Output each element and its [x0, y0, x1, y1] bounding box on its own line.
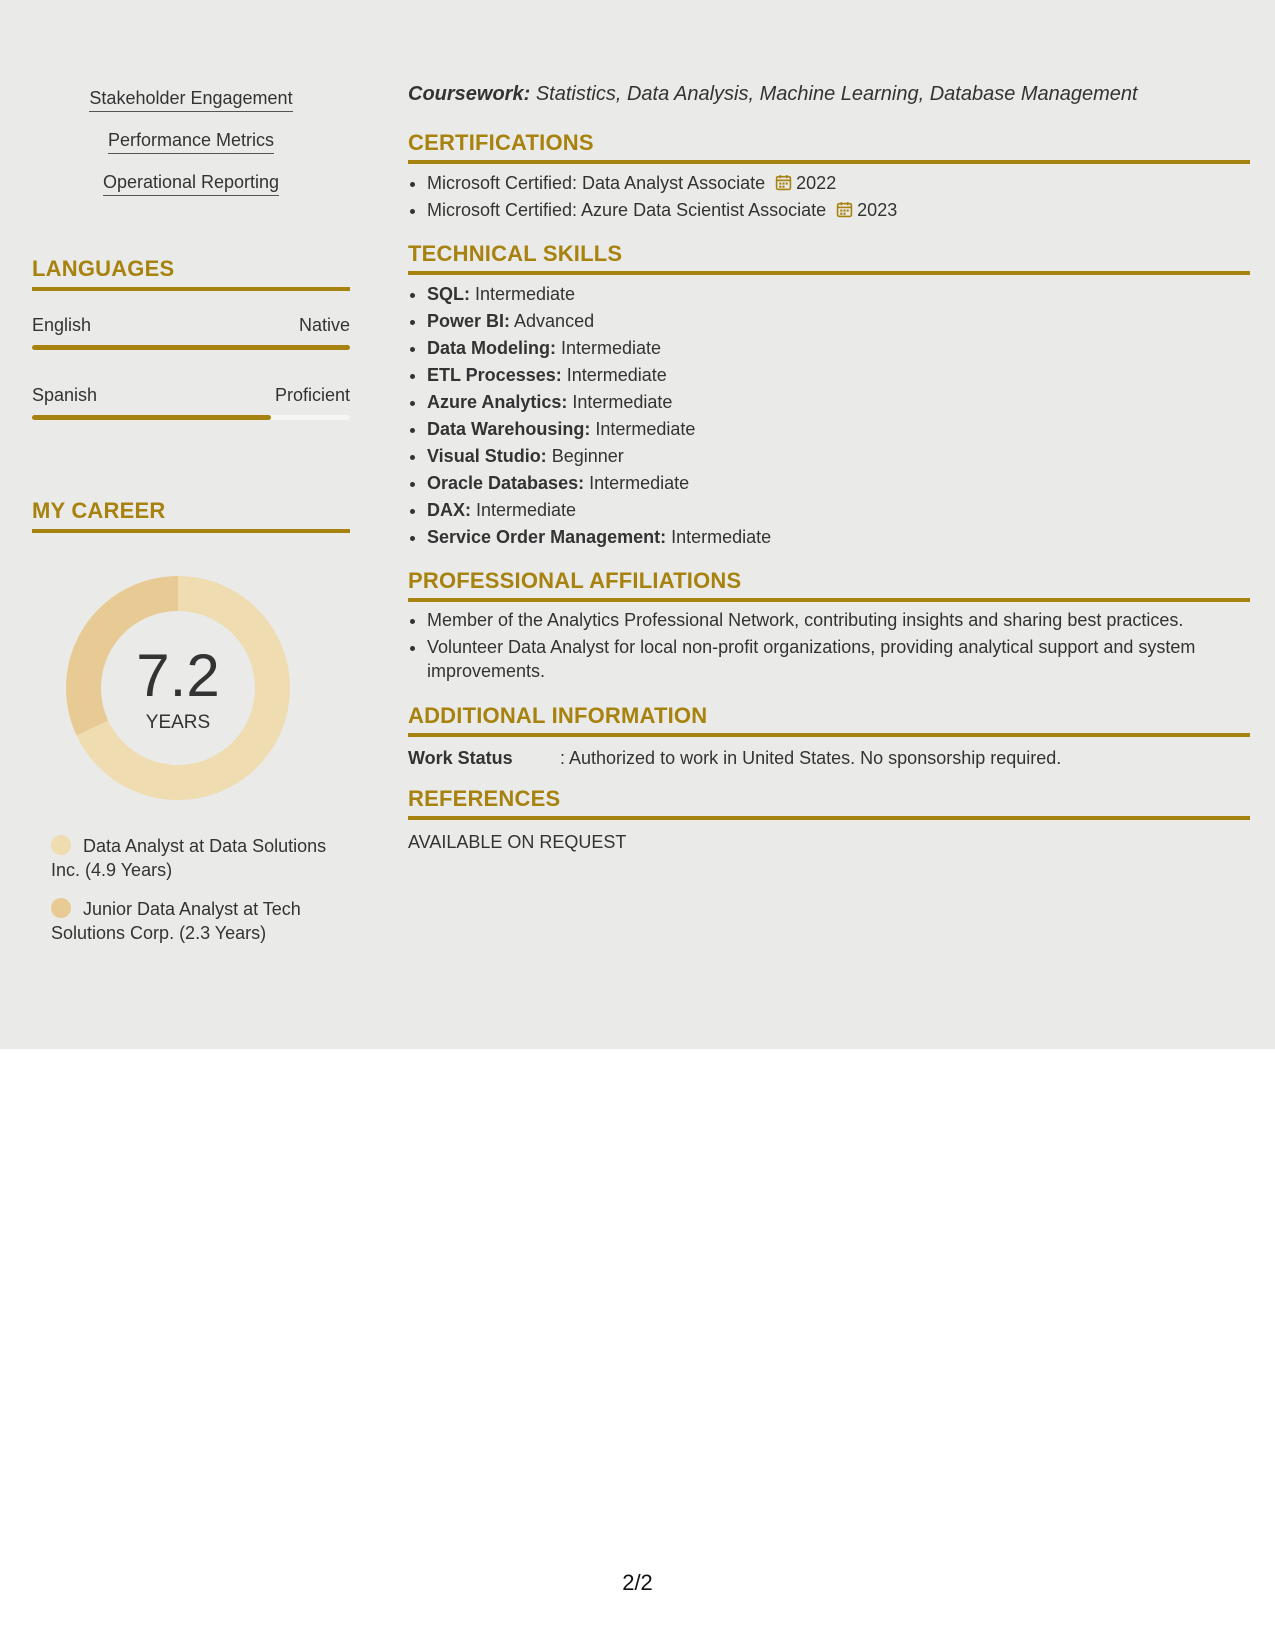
references-text: AVAILABLE ON REQUEST — [408, 832, 627, 852]
career-legend-item — [51, 834, 341, 882]
page-number: 2/2 — [622, 1570, 653, 1595]
section-divider — [408, 733, 1250, 737]
legend-dot — [51, 898, 71, 918]
affiliations-section — [408, 567, 1250, 683]
technical-skill-item — [427, 362, 1250, 389]
certification-year: 2023 — [857, 200, 898, 220]
legend-dot — [51, 835, 71, 855]
additional-info-section — [408, 702, 1250, 770]
skill-tag: Operational Reporting — [103, 170, 279, 196]
skill-name: Data Modeling: — [427, 338, 556, 358]
skill-level: Advanced — [514, 311, 595, 331]
skill-level: Beginner — [551, 446, 624, 466]
certifications-title: CERTIFICATIONS — [408, 130, 594, 155]
language-bar-track — [32, 345, 350, 350]
language-spanish — [32, 383, 350, 420]
skill-name: Oracle Databases: — [427, 473, 585, 493]
certifications-section — [408, 129, 1250, 224]
skill-level: Intermediate — [476, 500, 577, 520]
skill-level: Intermediate — [671, 527, 772, 547]
section-divider — [408, 271, 1250, 275]
skill-level: Intermediate — [566, 365, 667, 385]
skill-level: Intermediate — [475, 284, 576, 304]
technical-skill-item — [427, 443, 1250, 470]
section-divider — [408, 816, 1250, 820]
skill-level: Intermediate — [595, 419, 696, 439]
section-divider — [32, 287, 350, 291]
section-divider — [408, 598, 1250, 602]
section-divider — [32, 529, 350, 533]
affiliations-list — [408, 608, 1250, 683]
certification-item — [427, 197, 1250, 224]
language-name: Spanish — [32, 385, 98, 405]
skill-tag: Performance Metrics — [108, 128, 274, 154]
career-section-header — [32, 497, 350, 533]
skill-tag: Stakeholder Engagement — [89, 86, 292, 112]
coursework-text: Statistics, Data Analysis, Machine Learning, Database Management — [535, 83, 1138, 105]
affiliations-title: PROFESSIONAL AFFILIATIONS — [408, 568, 742, 593]
technical-skills-list — [408, 281, 1250, 551]
skill-name: ETL Processes: — [427, 365, 562, 385]
language-level: Native — [298, 315, 350, 335]
technical-skill-item — [427, 281, 1250, 308]
references-title: REFERENCES — [408, 786, 561, 811]
technical-skill-item — [427, 416, 1250, 443]
language-bar-fill — [32, 415, 271, 420]
languages-section-header — [32, 255, 350, 291]
additional-info-title: ADDITIONAL INFORMATION — [408, 703, 708, 728]
legend-label: Data Analyst at Data Solutions Inc. (4.9 Years) — [51, 836, 327, 880]
certification-year: 2022 — [796, 173, 837, 193]
work-status-row — [408, 746, 1250, 770]
skill-level: Intermediate — [572, 392, 673, 412]
skill-name: Visual Studio: — [427, 446, 547, 466]
calendar-icon — [775, 174, 792, 191]
references-section — [408, 785, 1250, 854]
legend-label: Junior Data Analyst at Tech Solutions Corp. (2.3 Years) — [51, 899, 301, 943]
technical-skills-section — [408, 240, 1250, 551]
affiliation-item: • Volunteer Data Analyst for local non-profit organizations, providing analytical support and system improvements. — [427, 635, 1250, 683]
technical-skill-item — [427, 497, 1250, 524]
technical-skill-item — [427, 308, 1250, 335]
skill-name: Data Warehousing: — [427, 419, 591, 439]
career-legend-item — [51, 897, 341, 945]
career-donut-chart — [66, 576, 290, 800]
career-total-years: 7.2 — [136, 642, 220, 709]
technical-skill-item — [427, 335, 1250, 362]
certification-item — [427, 170, 1250, 197]
work-status-label: Work Status — [408, 748, 513, 768]
skill-level: Intermediate — [589, 473, 690, 493]
certification-name: Microsoft Certified: Data Analyst Associate — [427, 173, 766, 193]
language-bar-track — [32, 415, 350, 420]
skill-tags — [32, 86, 350, 212]
work-status-value: : Authorized to work in United States. No sponsorship required. — [560, 748, 1062, 768]
skill-name: Power BI: — [427, 311, 511, 331]
career-title: MY CAREER — [32, 498, 166, 523]
affiliation-item: • Member of the Analytics Professional Network, contributing insights and sharing best practices. — [427, 608, 1250, 632]
skill-name: Azure Analytics: — [427, 392, 568, 412]
technical-skill-item — [427, 470, 1250, 497]
languages-title: LANGUAGES — [32, 256, 175, 281]
language-english — [32, 313, 350, 350]
technical-skill-item — [427, 389, 1250, 416]
section-divider — [408, 160, 1250, 164]
coursework-label: Coursework: — [408, 83, 531, 105]
certifications-list — [408, 170, 1250, 224]
skill-name: DAX: — [427, 500, 471, 520]
language-level: Proficient — [274, 385, 350, 405]
coursework-line — [408, 80, 1250, 108]
calendar-icon — [836, 201, 853, 218]
career-total-unit: YEARS — [145, 712, 211, 733]
technical-skill-item — [427, 524, 1250, 551]
language-bar-fill — [32, 345, 350, 350]
certification-name: Microsoft Certified: Azure Data Scientist Associate — [427, 200, 827, 220]
skill-level: Intermediate — [561, 338, 662, 358]
technical-skills-title: TECHNICAL SKILLS — [408, 241, 623, 266]
skill-name: SQL: — [427, 284, 470, 304]
language-name: English — [32, 315, 92, 335]
skill-name: Service Order Management: — [427, 527, 667, 547]
